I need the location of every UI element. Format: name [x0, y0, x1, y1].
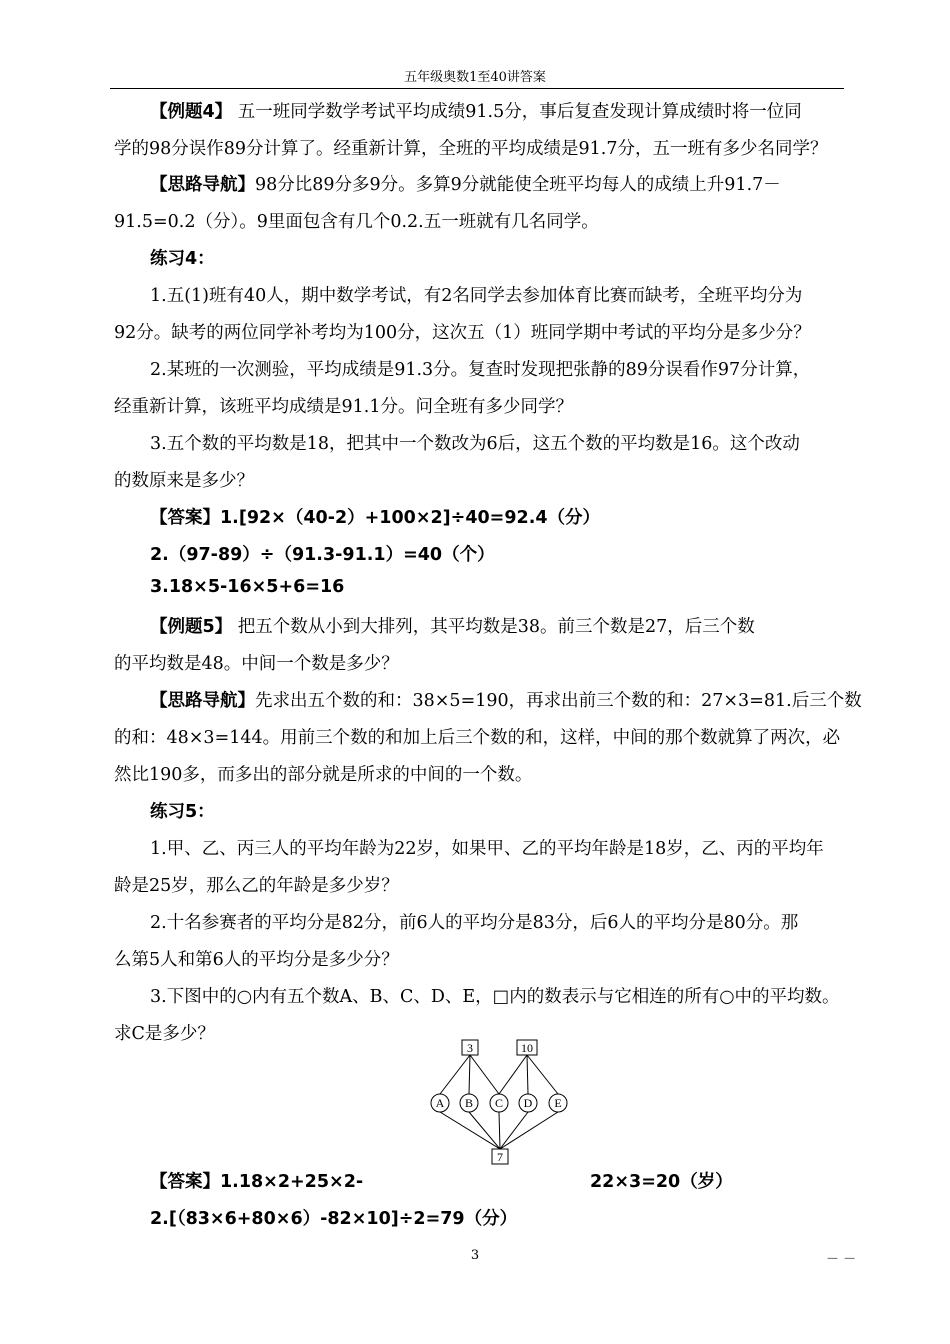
guide-5-text-1: 先求出五个数的和：38×5=190，再求出前三个数的和：27×3=81.后三个数	[255, 691, 862, 711]
guide-4-line-2: 91.5=0.2（分）。9里面包含有几个0.2.五一班就有几名同学。	[114, 212, 599, 232]
circle-b-label: B	[464, 1096, 474, 1110]
answer-5-line-1	[150, 1168, 363, 1193]
box-top-right-label: 10	[521, 1041, 533, 1055]
answer-5-a2: 2.[（83×6+80×6）-82×10]÷2=79（分）	[150, 1209, 518, 1229]
footer-mark: － －	[826, 1252, 857, 1267]
example-5-line-2: 的平均数是48。中间一个数是多少？	[114, 654, 399, 674]
edge-10-d	[527, 1055, 528, 1094]
practice-4-title: 练习4：	[150, 249, 215, 269]
answer-4-line-1	[150, 504, 600, 529]
practice-4-q1-line-1: 1.五(1)班有40人，期中数学考试，有2名同学去参加体育比赛而缺考，全班平均分为	[150, 286, 803, 306]
edge-10-e	[527, 1055, 558, 1094]
page-header: 五年级奥数1至40讲答案	[404, 70, 546, 85]
example-4-label: 【例题4】	[150, 102, 233, 122]
answer-4-a1: 1.[92×（40-2）+100×2]÷40=92.4（分）	[220, 508, 601, 528]
answer-5-a1-left: 1.18×2+25×2-	[220, 1172, 364, 1192]
answer-4-a3: 3.18×5-16×5+6=16	[150, 577, 345, 597]
practice-5-q1-line-2: 龄是25岁，那么乙的年龄是多少岁？	[114, 876, 399, 896]
edge-e-7	[500, 1112, 558, 1149]
practice-5-q3-line-2: 求C是多少？	[114, 1024, 215, 1044]
edge-d-7	[500, 1112, 528, 1149]
guide-5-line-1	[150, 687, 862, 712]
guide-5-label: 【思路导航】	[150, 691, 255, 711]
answer-4-label: 【答案】	[150, 508, 220, 528]
edge-a-7	[440, 1112, 500, 1149]
example-4-text-1: 五一班同学数学考试平均成绩91.5分，事后复查发现计算成绩时将一位同	[237, 102, 802, 122]
example-4-line-1	[150, 98, 802, 123]
header-rule	[110, 88, 844, 89]
circle-a-label: A	[435, 1096, 445, 1110]
guide-5-line-3: 然比190多，而多出的部分就是所求的中间的一个数。	[114, 765, 533, 785]
answer-5-a1-right: 22×3=20（岁）	[590, 1172, 733, 1192]
practice-4-q3-line-1: 3.五个数的平均数是18，把其中一个数改为6后，这五个数的平均数是16。这个改动	[150, 434, 800, 454]
guide-4-line-1	[150, 171, 781, 196]
practice-5-q2-line-1: 2.十名参赛者的平均分是82分，前6人的平均分是83分，后6人的平均分是80分。那	[150, 913, 799, 933]
example-4-line-2: 学的98分误作89分计算了。经重新计算，全班的平均成绩是91.7分，五一班有多少名同学？	[114, 139, 828, 159]
edge-3-c	[470, 1055, 499, 1094]
guide-4-label: 【思路导航】	[150, 175, 255, 195]
answer-4-a2: 2.（97-89）÷（91.3-91.1）=40（个）	[150, 545, 495, 565]
edge-c-7	[499, 1112, 500, 1149]
edge-10-c	[499, 1055, 527, 1094]
answer-5-label: 【答案】	[150, 1172, 220, 1192]
example-5-label: 【例题5】	[150, 617, 233, 637]
circle-e-label: E	[554, 1096, 562, 1110]
guide-5-line-2: 的和：48×3=144。用前三个数的和加上后三个数的和，这样，中间的那个数就算了两次，必	[114, 728, 841, 748]
practice-5-q3-line-1: 3.下图中的○内有五个数A、B、C、D、E，□内的数表示与它相连的所有○中的平均数。	[150, 987, 840, 1007]
box-top-left-label: 3	[467, 1041, 473, 1055]
practice-5-q1-line-1: 1.甲、乙、丙三人的平均年龄为22岁，如果甲、乙的平均年龄是18岁，乙、丙的平均年	[150, 839, 824, 859]
edge-3-b	[469, 1055, 470, 1094]
edge-3-a	[440, 1055, 470, 1094]
practice-4-q2-line-1: 2.某班的一次测验，平均成绩是91.3分。复查时发现把张静的89分误看作97分计算，	[150, 360, 811, 380]
practice-4-q1-line-2: 92分。缺考的两位同学补考均为100分，这次五（1）班同学期中考试的平均分是多少分？	[114, 323, 811, 343]
practice-5-q2-line-2: 么第5人和第6人的平均分是多少分？	[114, 950, 399, 970]
edge-b-7	[469, 1112, 500, 1149]
practice-5-title: 练习5：	[150, 802, 215, 822]
practice-4-q3-line-2: 的数原来是多少？	[114, 471, 254, 491]
circle-d-label: D	[523, 1096, 533, 1110]
box-bottom-label: 7	[497, 1150, 503, 1164]
example-5-text-1: 把五个数从小到大排列，其平均数是38。前三个数是27，后三个数	[237, 617, 755, 637]
circle-c-label: C	[494, 1096, 504, 1110]
average-diagram	[425, 1035, 575, 1170]
practice-4-q2-line-2: 经重新计算，该班平均成绩是91.1分。问全班有多少同学？	[114, 397, 573, 417]
guide-4-text-1: 98分比89分多9分。多算9分就能使全班平均每人的成绩上升91.7－	[255, 175, 781, 195]
example-5-line-1	[150, 613, 755, 638]
page-number: 3	[470, 1248, 480, 1263]
